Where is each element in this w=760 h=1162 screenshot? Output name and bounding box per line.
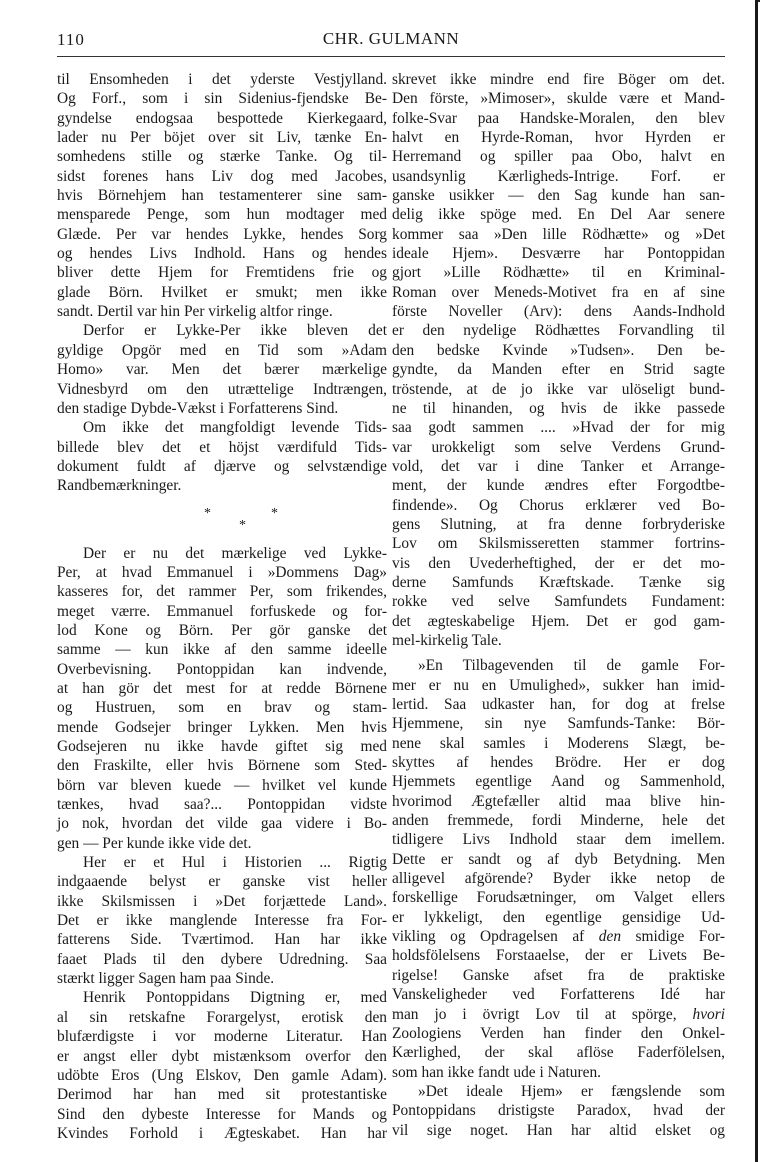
- paragraph: [392, 1082, 725, 1140]
- text-line: gyndte, da Manden efter en Strid sagte: [392, 361, 725, 379]
- text-line: Herremand og spiller paa Obo, halvt en: [392, 148, 725, 166]
- text-line: mensparede Penge, som hun modtager med: [57, 206, 387, 224]
- text-line: samme — kun ikke af den samme ideelle: [57, 641, 387, 659]
- asterisk: *: [271, 505, 278, 521]
- text-line: mer er nu en Umulighed», sukker han imid-: [392, 676, 725, 694]
- text-line: tidligere Livs Indhold staar dem imellem.: [392, 831, 725, 849]
- text-line: udöbte Eros (Ung Elskov, Den gamle Adam).: [57, 1066, 387, 1084]
- text-line: Kærlighed, der skal aflöse Faderfölelsen,: [392, 1044, 725, 1062]
- asterisk: *: [204, 505, 211, 521]
- text-line: Roman over Meneds-Motivet fra en af sine: [392, 283, 725, 301]
- text-line: Dette er sandt og af dyb Betydning. Men: [392, 850, 725, 868]
- text-line-with-italic: [392, 1005, 725, 1024]
- text-line: Og Forf., som i sin Sidenius-fjendske Be-: [57, 90, 387, 108]
- running-title: CHR. GULMANN: [322, 29, 460, 48]
- text-line: Det er ikke manglende Interesse fra For-: [57, 912, 387, 930]
- paragraph: [57, 853, 387, 988]
- text-line: Glæde. Per var hendes Lykke, hendes Sorg: [57, 225, 387, 243]
- text-line: »En Tilbagevenden til de gamle For-: [418, 657, 725, 675]
- text-line: at han gör det mest for at redde Börnene: [57, 679, 387, 697]
- text-line: vis den Uvederheftighed, der er det mo-: [392, 554, 725, 572]
- text-line: rigelse! Ganske afset fra de praktiske: [392, 966, 725, 984]
- text-line: og Hustruen, som en brav og stam-: [57, 699, 387, 717]
- text-line: det ægteskabelige Hjem. Det er god gam-: [392, 612, 725, 630]
- italic-emphasis: den: [598, 928, 622, 946]
- text-line: anden fremmede, fordi Minderne, hele det: [392, 812, 725, 830]
- text-line: kasseres for, det rammer Per, som frikendes,: [57, 583, 387, 601]
- text-line: skrevet ikke mindre end fire Böger om det.: [392, 71, 725, 88]
- text-line: og hendes Livs Indhold. Hans og hendes: [57, 245, 387, 263]
- text-line: Homo» var. Men det bærer mærkelige: [57, 361, 387, 379]
- text-line: ne til hinanden, og hvis de ikke passede: [392, 399, 725, 417]
- scan-border-right: [755, 0, 758, 1162]
- text-line: mel-kirkelig Tale.: [392, 631, 502, 649]
- text-fragment: man jo i övrigt Lov til at spörge,: [392, 1005, 693, 1023]
- text-line: börn var bleven kuede — hvilket vel kunde: [57, 776, 387, 794]
- text-line: Kvindes Forhold i Ægteskabet. Han har: [57, 1124, 387, 1142]
- text-line: tænkes, hvad saa?... Pontoppidan vidste: [57, 796, 387, 814]
- text-line: saa godt sammen .... »Hvad der for mig: [392, 419, 725, 437]
- text-line: faaet Plads til den dybere Udredning. Saa: [57, 950, 387, 968]
- text-line: Vidnesbyrd om den utrættelige Indtrængen,: [57, 380, 387, 398]
- text-line: jo nok, hvordan det vilde gaa videre i Bo-: [57, 815, 387, 833]
- text-line: findende». Og Chorus erklærer ved Bo-: [392, 496, 725, 514]
- text-line: dokument fuldt af djærve og selvstændige: [57, 457, 387, 475]
- text-line: al sin retskafne Forargelyst, erotisk den: [57, 1008, 387, 1026]
- text-line: vold, det var i dine Tanker et Arrange-: [392, 457, 725, 475]
- text-line: Per, at hvad Emmanuel i »Dommens Dag»: [57, 563, 387, 581]
- italic-emphasis: hvori: [692, 1005, 725, 1023]
- text-line: meget værre. Emmanuel forfuskede og for-: [57, 602, 387, 620]
- text-line: den stadige Dybde-Vækst i Forfatterens Sind.: [57, 399, 339, 417]
- text-line: halvt en Hyrde-Roman, hvor Hyrden er: [392, 129, 725, 147]
- text-line: gen — Per kunde ikke vide det.: [57, 834, 252, 852]
- paragraph: [57, 321, 387, 418]
- text-line: Zoologiens Verden han finder den Onkel-: [392, 1024, 725, 1042]
- text-line: indgaaende belyst er ganske vist heller: [57, 873, 387, 891]
- paragraph: [57, 418, 387, 495]
- paragraph: [57, 544, 387, 854]
- text-line: usandsynlig Kærligheds-Intrige. Forf. er: [392, 167, 725, 185]
- paragraph: [392, 656, 725, 1082]
- text-line: folke-Svar paa Handske-Moralen, den blev: [392, 109, 725, 127]
- text-line: vil sige noget. Han har altid elsket og: [392, 1121, 725, 1139]
- text-line: Hjemmene, sin nye Samfunds-Tanke: Bör-: [392, 715, 725, 733]
- text-line: alligevel afgörende? Byder ikke netop de: [392, 870, 725, 888]
- text-line: Om ikke det mangfoldigt levende Tids-: [83, 419, 387, 437]
- text-line: kommer saa »Den lille Rödhætte» og »Det: [392, 225, 725, 243]
- asterisk: *: [239, 517, 246, 533]
- text-line: er angst eller dybt mistænksom overfor den: [57, 1047, 387, 1065]
- text-line: ment, der kunde ændres efter Forgodtbe-: [392, 477, 725, 495]
- page-number: 110: [57, 30, 85, 49]
- text-line: som han ikke fandt ude i Naturen.: [392, 1063, 601, 1081]
- text-line: billede blev det et höjst værdifuld Tids-: [57, 438, 387, 456]
- text-line: »Det ideale Hjem» er fængslende som: [418, 1082, 725, 1100]
- text-line: Her er et Hul i Historien ... Rigtig: [83, 854, 387, 872]
- text-line: Derimod har han med sit protestantiske: [57, 1086, 387, 1104]
- text-line: Henrik Pontoppidans Digtning er, med: [83, 989, 387, 1007]
- text-line: Pontoppidans dristigste Paradox, hvad der: [392, 1102, 725, 1120]
- text-line: glade Börn. Hvilket er smukt; men ikke: [57, 283, 387, 301]
- text-line: den bedske Kvinde »Tudsen». Den be-: [392, 341, 725, 359]
- text-line: Derfor er Lykke-Per ikke bleven det: [83, 322, 387, 340]
- text-line: blufærdigste i vor moderne Literatur. Han: [57, 1028, 387, 1046]
- text-line: Der er nu det mærkelige ved Lykke-: [83, 544, 387, 562]
- text-fragment: smidige For-: [621, 928, 725, 946]
- right-column: [392, 70, 725, 1140]
- text-line: nene skal samles i Moderens Slægt, be-: [392, 734, 725, 752]
- text-line: Vanskeligheder ved Forfatterens Idé har: [392, 986, 725, 1004]
- section-break: [57, 496, 387, 536]
- text-line: hvorimod Ægtefæller altid maa blive hin-: [392, 792, 725, 810]
- text-line: derne Samfunds Kræftskade. Tænke sig: [392, 573, 725, 591]
- text-line: rokke ved selve Samfundets Fundament:: [392, 593, 725, 611]
- text-line: stærkt ligger Sagen ham paa Sinde.: [57, 970, 275, 988]
- text-line: gjort »Lille Rödhætte» til en Kriminal-: [392, 264, 725, 282]
- text-line: gens Slutning, at fra denne forbryderiske: [392, 515, 725, 533]
- text-line: lertid. Saa udkaster han, for dog at frelse: [392, 696, 725, 713]
- text-line: Sind den dybeste Interesse for Mands og: [57, 1105, 387, 1123]
- text-line: Den förste, »Mimoser», skulde være et Mand-: [392, 90, 725, 108]
- text-line: lod Kone og Börn. Per gör ganske det: [57, 621, 387, 639]
- text-line: ikke Skilsmissen i »Det forjættede Land».: [57, 892, 387, 910]
- text-line: gyndelse endogsaa bespottede Kierkegaard,: [57, 109, 387, 127]
- text-line: den Fraskilte, eller hvis Börnene som Sted-: [57, 757, 387, 775]
- text-line: ideale Hjem». Desværre har Pontoppidan: [392, 245, 725, 263]
- text-line: forskellige Forudsætninger, om Valget ellers: [392, 889, 725, 907]
- text-line: skyttes af hendes Brödre. Her er dog: [392, 754, 725, 772]
- text-line: mende Godsejer bringer Lykken. Men hvis: [57, 718, 387, 736]
- text-line: sidst forenes hans Liv dog med Jacobes,: [57, 167, 387, 185]
- text-line: til Ensomheden i det yderste Vestjylland.: [57, 71, 387, 88]
- text-line: Overbevisning. Pontoppidan kan indvende,: [57, 660, 387, 678]
- text-line: gyldige Opgör med en Tid som »Adam: [57, 341, 387, 359]
- paragraph: [57, 70, 387, 321]
- text-line: er den nydelige Rödhættes Forvandling til: [392, 322, 725, 340]
- text-line: sandt. Dertil var hin Per virkelig altfor ringe.: [57, 303, 333, 321]
- text-line: Hjemmets egentlige Aand og Sammenhold,: [392, 773, 725, 791]
- text-line: Randbemærkninger.: [57, 477, 182, 495]
- text-fragment: vikling og Opdragelsen af: [392, 928, 599, 946]
- left-column: [57, 70, 387, 1143]
- header-rule: [57, 56, 725, 57]
- page-header: [57, 24, 725, 54]
- paragraph: [392, 70, 725, 650]
- text-line: ganske usikker — den Sag kunde han san-: [392, 187, 725, 205]
- text-line: tröstende, at de jo ikke var ulöseligt bund-: [392, 380, 725, 398]
- text-line: förste Noveller (Arv): dens Aands-Indhold: [392, 303, 725, 321]
- text-line: holdsfölelsens Forstaaelse, der er Livets Be-: [392, 947, 725, 965]
- text-line: hvis Börnehjem han testamenterer sine sam-: [57, 187, 387, 205]
- text-line: lader nu Per böjet over sit Liv, tænke En-: [57, 129, 387, 147]
- text-line: somhedens stille og stærke Tanke. Og til-: [57, 148, 387, 166]
- text-line: delig ikke spöge med. En Del Aar senere: [392, 206, 725, 224]
- text-line: Lov om Skilsmisseretten stammer fortrins-: [392, 535, 725, 553]
- text-line: fatterens Side. Tværtimod. Han har ikke: [57, 931, 387, 949]
- text-line: var urokkeligt som selve Verdens Grund-: [392, 438, 725, 456]
- text-line: Godsejeren nu ikke havde giftet sig med: [57, 738, 387, 755]
- paragraph: [57, 988, 387, 1143]
- text-line-with-italic: [392, 927, 725, 946]
- text-line: bliver dette Hjem for Fremtidens frie og: [57, 264, 387, 282]
- text-line: er lykkeligt, den egentlige gensidige Ud-: [392, 908, 725, 926]
